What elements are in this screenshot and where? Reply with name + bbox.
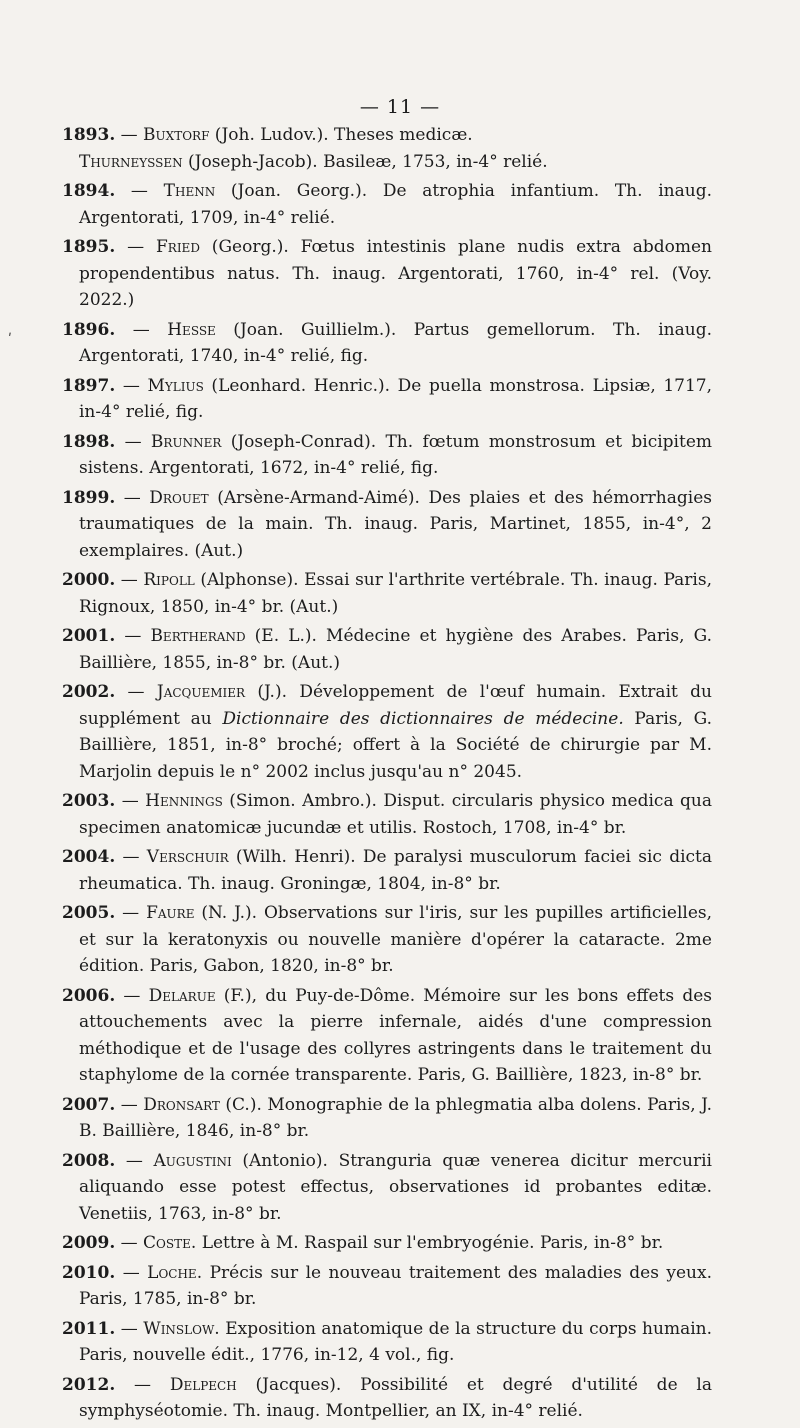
entry-author: Winslow (143, 1318, 215, 1339)
entry-number: 1896. (62, 319, 116, 340)
entry-text-continued: Paris, G. Baillière, 1851, in-8° broché; offert à la Société de chirurgie par M. Marjolin depuis le n° 2002 inclus jusqu'au n° 2045. (79, 708, 712, 782)
entry-number: 1893. (62, 125, 116, 145)
catalogue-entry: 1893. — Buxtorf (Joh. Ludov.). Theses medicæ. Thurneyssen (Joseph-Jacob). Basileæ, 1753, in-4° relié. (62, 122, 712, 175)
entry-author: Brunner (150, 431, 222, 452)
entry-number: 2011. (62, 1318, 116, 1339)
entry-author: Bertherand (150, 626, 246, 646)
entry-author: Drouet (149, 487, 209, 508)
catalogue-entry: 1898. — Brunner (Joseph-Conrad). Th. fœtum monstrosum et bicipitem sistens. Argentorati, 1672, in-4° relié, fig. (62, 431, 713, 478)
entry-text: (Antonio). Stranguria quæ venerea dicitur mercurii aliquando esse potest effectus, observationes id probantes editæ. Venetiis, 1763, in-8° br. (79, 1150, 712, 1224)
catalogue-entry: 1894. — Thenn (Joan. Georg.). De atrophia infantium. Th. inaug. Argentorati, 1709, in-4° relié. (62, 181, 712, 228)
entry-number: 1897. (62, 375, 116, 396)
entry-number: 2002. (62, 682, 116, 702)
entry-author: Mylius (147, 375, 204, 396)
entry-text: (Alphonse). Essai sur l'arthrite vertébrale. Th. inaug. Paris, Rignoux, 1850, in-4° br. (Aut.) (79, 570, 712, 617)
entry-sub-line (79, 149, 712, 176)
catalogue-entry: 1897. — Mylius (Leonhard. Henric.). De puella monstrosa. Lipsiæ, 1717, in-4° relié, fig. (62, 375, 712, 422)
entry-author: Verschuir (146, 847, 229, 867)
entry-author: Fried (155, 237, 200, 257)
entry-author: Hesse (167, 319, 216, 340)
entry-text: (Georg.). Fœtus intestinis plane nudis extra abdomen propendentibus natus. Th. inaug. Argentorati, 1760, in-4° rel. (Voy. 2022.) (79, 237, 712, 310)
catalogue-entry: 2004. — Verschuir (Wilh. Henri). De paralysi musculorum faciei sic dicta rheumatica. Th. inaug. Groningæ, 1804, in-8° br. (62, 847, 712, 894)
catalogue-entry: 2009. — Coste. Lettre à M. Raspail sur l'embryogénie. Paris, in-8° br. (62, 1233, 664, 1253)
entry-number: 2004. (62, 847, 116, 867)
catalogue-entry: 1899. — Drouet (Arsène-Armand-Aimé). Des plaies et des hémorrhagies traumatiques de la main. Th. inaug. Paris, Martinet, 1855, in-4°, 2 exemplaires. (Aut.) (62, 487, 712, 561)
entry-author: Augustini (153, 1150, 232, 1171)
catalogue-entry: 2008. — Augustini (Antonio). Stranguria quæ venerea dicitur mercurii aliquando esse potest effectus, observationes id probantes editæ. Venetiis, 1763, in-8° br. (62, 1150, 712, 1224)
entry-author: Thenn (163, 181, 216, 201)
catalogue-entry: 2007. — Dronsart (C.). Monographie de la phlegmatia alba dolens. Paris, J. B. Baillière, 1846, in-8° br. (62, 1094, 712, 1141)
entry-author: Buxtorf (143, 125, 210, 145)
catalogue-entry: 2002. — Jacquemier (J.). Développement de l'œuf humain. Extrait du supplément au Dictionnaire des dictionnaires de médecine. Paris, G. Baillière, 1851, in-8° broché; offert à la Société de chirurgie par M. Marjolin depuis le n° 2002 inclus jusqu'au n° 2045. (62, 682, 712, 782)
entry-number: 2012. (62, 1374, 116, 1395)
entry-text: (Wilh. Henri). De paralysi musculorum faciei sic dicta rheumatica. Th. inaug. Groningæ, 1804, in-8° br. (79, 847, 712, 894)
entry-number: 2000. (62, 570, 116, 590)
catalogue-entry: 2005. — Faure (N. J.). Observations sur l'iris, sur les pupilles artificielles, et sur la keratonyxis ou nouvelle manière d'opérer la cataracte. 2me édition. Paris, Gabon, 1820, in-8° br. (62, 903, 713, 976)
margin-mark: ʹ (8, 332, 12, 348)
catalogue-entries (62, 122, 712, 1428)
entry-number: 1899. (62, 487, 116, 508)
catalogue-entry: 2012. — Delpech (Jacques). Possibilité et degré d'utilité de la symphyséotomie. Th. inaug. Montpellier, an IX, in-4° relié. (62, 1374, 713, 1421)
entry-author: Faure (146, 903, 195, 923)
entry-text: . Exposition anatomique de la structure du corps humain. Paris, nouvelle édit., 1776, in-12, 4 vol., fig. (79, 1318, 712, 1365)
entry-text: (C.). Monographie de la phlegmatia alba dolens. Paris, J. B. Baillière, 1846, in-8° br. (79, 1094, 712, 1141)
entry-text: (Joan. Georg.). De atrophia infantium. Th. inaug. Argentorati, 1709, in-4° relié. (79, 181, 712, 228)
entry-number: 2005. (62, 903, 116, 923)
entry-sub-text: (Joseph-Jacob). Basileæ, 1753, in-4° relié. (182, 151, 548, 172)
entry-author: Hennings (145, 791, 223, 811)
entry-text: (N. J.). Observations sur l'iris, sur les pupilles artificielles, et sur la keratonyxis ou nouvelle manière d'opérer la cataracte. 2me édition. Paris, Gabon, 1820, in-8° br. (79, 903, 713, 976)
entry-text: (Arsène-Armand-Aimé). Des plaies et des hémorrhagies traumatiques de la main. Th. inaug. Paris, Martinet, 1855, in-4°, 2 exemplaires. (Aut.) (79, 487, 712, 561)
entry-number: 2001. (62, 626, 116, 646)
entry-text: . Lettre à M. Raspail sur l'embryogénie. Paris, in-8° br. (190, 1233, 664, 1253)
catalogue-entry: 1895. — Fried (Georg.). Fœtus intestinis plane nudis extra abdomen propendentibus natus. Th. inaug. Argentorati, 1760, in-4° rel. (Voy. 2022.) (62, 237, 712, 310)
page-number: — 11 — (359, 96, 441, 118)
entry-number: 2006. (62, 985, 116, 1006)
entry-number: 2008. (62, 1150, 116, 1171)
entry-text: (Simon. Ambro.). Disput. circularis physico medica qua specimen anatomicæ jucundæ et utilis. Rostoch, 1708, in-4° br. (79, 791, 713, 838)
catalogue-entry: 2003. — Hennings (Simon. Ambro.). Disput. circularis physico medica qua specimen anatomicæ jucundæ et utilis. Rostoch, 1708, in-4° br. (62, 791, 713, 838)
entry-number: 1898. (62, 431, 116, 452)
catalogue-entry: 2010. — Loche. Précis sur le nouveau traitement des maladies des yeux. Paris, 1785, in-8° br. (62, 1262, 712, 1309)
entry-text: (Jacques). Possibilité et degré d'utilité de la symphyséotomie. Th. inaug. Montpellier, an IX, in-4° relié. (79, 1374, 713, 1421)
catalogue-entry: 2011. — Winslow. Exposition anatomique de la structure du corps humain. Paris, nouvelle édit., 1776, in-12, 4 vol., fig. (62, 1318, 712, 1365)
entry-text: (J.). Développement de l'œuf humain. Extrait du supplément au (79, 682, 712, 729)
entry-text: (Joseph-Conrad). Th. fœtum monstrosum et bicipitem sistens. Argentorati, 1672, in-4° relié, fig. (79, 431, 713, 478)
entry-text: (E. L.). Médecine et hygiène des Arabes. Paris, G. Baillière, 1855, in-8° br. (Aut.) (79, 626, 712, 673)
entry-text: . Précis sur le nouveau traitement des maladies des yeux. Paris, 1785, in-8° br. (79, 1262, 712, 1309)
entry-number: 2003. (62, 791, 116, 811)
entry-text: (Joh. Ludov.). Theses medicæ. (209, 125, 473, 145)
catalogue-entry: 2001. — Bertherand (E. L.). Médecine et hygiène des Arabes. Paris, G. Baillière, 1855, in-8° br. (Aut.) (62, 626, 712, 673)
entry-title-italic: Dictionnaire des dictionnaires de médecine. (222, 708, 624, 729)
entry-number: 2010. (62, 1262, 116, 1283)
entry-number: 1894. (62, 181, 116, 201)
entry-author: Delpech (169, 1374, 237, 1395)
entry-author: Delarue (148, 985, 216, 1006)
entry-sub-author: Thurneyssen (79, 151, 183, 172)
entry-text: (Leonhard. Henric.). De puella monstrosa. Lipsiæ, 1717, in-4° relié, fig. (79, 375, 712, 422)
catalogue-entry: 2000. — Ripoll (Alphonse). Essai sur l'arthrite vertébrale. Th. inaug. Paris, Rignoux, 1850, in-4° br. (Aut.) (62, 570, 712, 617)
entry-author: Ripoll (143, 570, 195, 590)
entry-author: Jacquemier (156, 682, 246, 702)
entry-text: (Joan. Guillielm.). Partus gemellorum. Th. inaug. Argentorati, 1740, in-4° relié, fig. (79, 319, 712, 366)
catalogue-entry: 2006. — Delarue (F.), du Puy-de-Dôme. Mémoire sur les bons effets des attouchements avec la pierre infernale, aidés d'une compression méthodique et de l'usage des collyres astringents dans le traitement du staphylome de la cornée transparente. Paris, G. Baillière, 1823, in-8° br. (62, 985, 712, 1085)
entry-author: Coste (143, 1233, 191, 1253)
entry-author: Loche (147, 1262, 197, 1283)
entry-number: 2009. (62, 1233, 116, 1253)
catalogue-entry: 1896. — Hesse (Joan. Guillielm.). Partus gemellorum. Th. inaug. Argentorati, 1740, in-4° relié, fig. (62, 319, 712, 366)
entry-text: (F.), du Puy-de-Dôme. Mémoire sur les bons effets des attouchements avec la pierre infernale, aidés d'une compression méthodique et de l'usage des collyres astringents dans le traitement du staphylome de la cornée transparente. Paris, G. Baillière, 1823, in-8° br. (79, 985, 712, 1085)
entry-number: 1895. (62, 237, 116, 257)
entry-author: Dronsart (143, 1094, 220, 1115)
entry-number: 2007. (62, 1094, 116, 1115)
